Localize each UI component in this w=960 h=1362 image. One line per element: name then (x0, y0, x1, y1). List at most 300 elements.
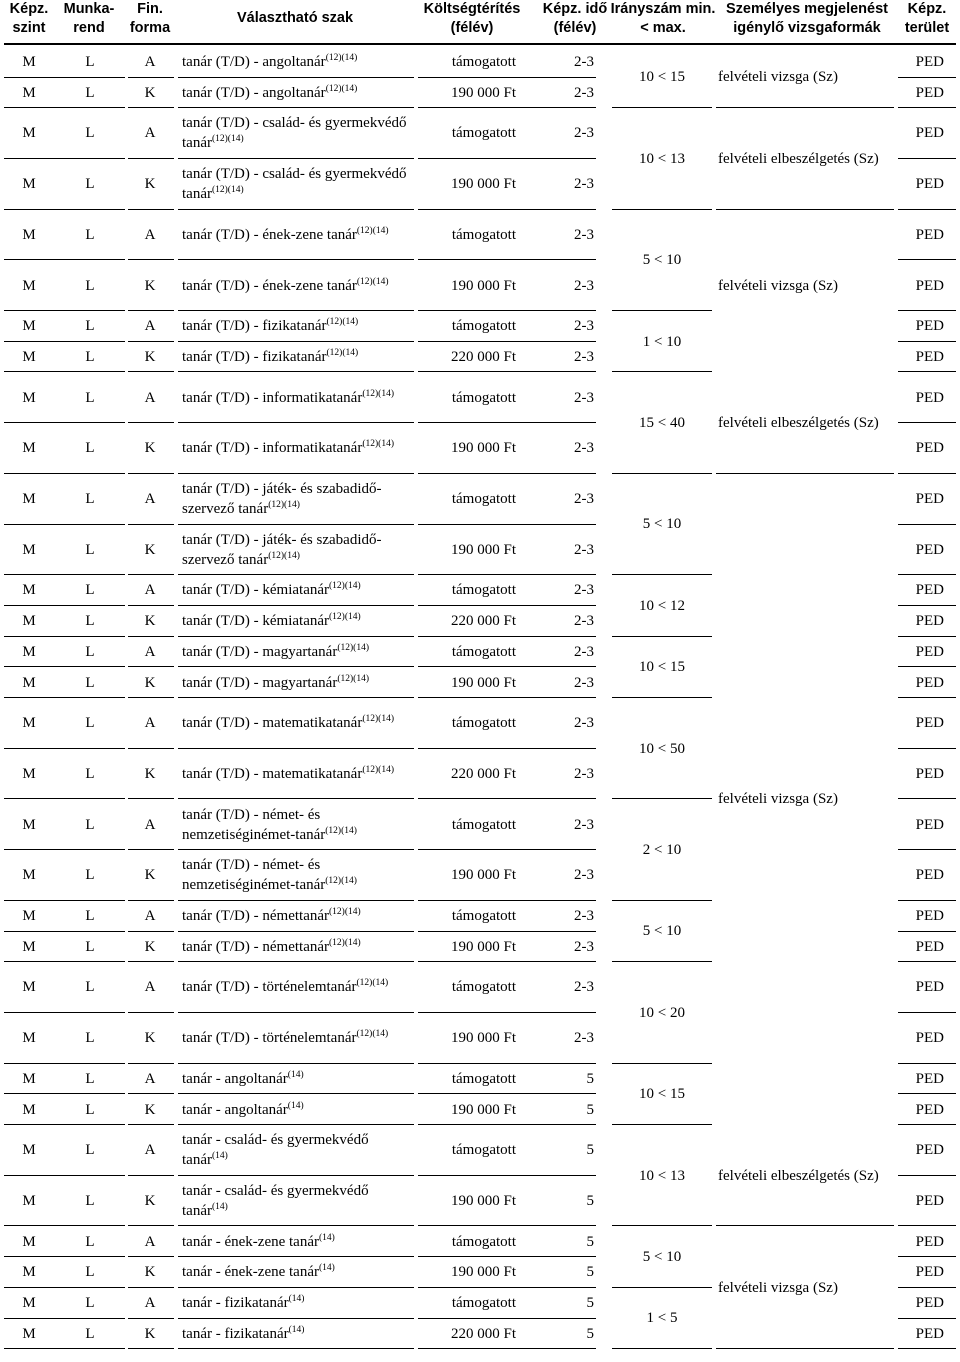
program-footnote: (12)(14) (337, 642, 369, 653)
row-financing: A (144, 491, 156, 507)
program-footnote: (12)(14) (211, 134, 244, 145)
row-area: PED (915, 765, 944, 782)
row-financing: K (144, 765, 156, 782)
row-area: PED (915, 1070, 944, 1087)
row-cost: támogatott (451, 1070, 516, 1087)
header-exams: Személyes megjelenést igénylő vizsgaformák (725, 1, 888, 36)
row-area: PED (915, 1101, 944, 1118)
row-cost: 220 000 Ft (450, 613, 516, 630)
row-cost: 190 000 Ft (450, 176, 516, 193)
row-level: M (22, 277, 36, 294)
row-financing: K (144, 1101, 156, 1118)
row-financing: A (144, 54, 156, 70)
row-duration: 5 (586, 1264, 594, 1281)
program-footnote: (12)(14) (337, 673, 369, 684)
row-work-schedule: L (85, 1295, 95, 1311)
row-work-schedule: L (85, 277, 95, 294)
row-financing: K (144, 613, 156, 630)
quota-range: 15 < 40 (639, 414, 685, 431)
row-duration: 2-3 (574, 938, 594, 955)
program-name: tanár - család- és gyermekvédő tanár (182, 1132, 369, 1169)
row-work-schedule: L (85, 979, 95, 996)
row-financing: A (144, 816, 156, 833)
row-level: M (22, 979, 36, 996)
exam-format: felvételi vizsga (Sz) (718, 277, 838, 294)
row-work-schedule: L (85, 674, 95, 691)
program-name: tanár (T/D) - ének-zene tanár (182, 277, 357, 294)
program-footnote: (14) (288, 1324, 305, 1335)
row-duration: 2-3 (574, 582, 594, 599)
row-duration: 2-3 (574, 389, 594, 406)
program-name: tanár (T/D) - család- és gyermekvédő tanár (182, 115, 407, 152)
row-program (182, 423, 414, 473)
row-financing: K (144, 1264, 156, 1281)
row-program (182, 1227, 414, 1257)
row-financing: A (144, 389, 156, 406)
row-program (182, 850, 414, 900)
program-name: tanár (T/D) - magyartanár (182, 674, 338, 691)
row-financing: A (144, 715, 156, 732)
program-footnote: (12)(14) (268, 550, 300, 561)
row-program (182, 1064, 414, 1094)
row-cost: 220 000 Ft (450, 1325, 516, 1342)
row-area: PED (915, 908, 944, 924)
row-level: M (22, 1325, 36, 1342)
program-footnote: (12)(14) (356, 276, 389, 287)
row-area: PED (915, 938, 944, 955)
row-duration: 2-3 (574, 816, 594, 833)
program-name: tanár (T/D) - család- és gyermekvédő tanár (182, 166, 407, 203)
program-footnote: (12)(14) (362, 388, 394, 399)
row-level: M (22, 491, 36, 507)
header-work-schedule: Munka-rend (63, 1, 115, 36)
row-area: PED (915, 715, 944, 732)
row-financing: A (144, 1070, 156, 1087)
row-cost: 190 000 Ft (450, 541, 516, 558)
row-work-schedule: L (85, 715, 95, 732)
row-level: M (22, 582, 36, 599)
row-work-schedule: L (85, 1264, 95, 1281)
program-name: tanár - fizikatanár (182, 1325, 289, 1342)
program-footnote: (12)(14) (362, 714, 394, 725)
row-work-schedule: L (85, 226, 95, 243)
row-level: M (22, 1030, 36, 1047)
row-level: M (22, 226, 36, 243)
row-duration: 2-3 (574, 715, 594, 732)
row-area: PED (915, 318, 944, 335)
program-footnote: (12)(14) (325, 825, 357, 836)
row-level: M (22, 84, 36, 101)
program-footnote: (14) (211, 1151, 228, 1162)
row-duration: 5 (586, 1070, 594, 1087)
row-cost: 190 000 Ft (450, 674, 516, 691)
row-cost: 190 000 Ft (450, 1192, 516, 1209)
row-financing: K (144, 867, 156, 884)
program-footnote: (12)(14) (329, 581, 361, 592)
row-area: PED (915, 643, 944, 660)
row-cost: 190 000 Ft (450, 867, 516, 884)
row-program (182, 525, 414, 575)
exam-format: felvételi elbeszélgetés (Sz) (718, 414, 879, 431)
row-area: PED (915, 176, 944, 193)
row-program (182, 1257, 414, 1287)
program-footnote: (14) (287, 1069, 304, 1080)
row-duration: 5 (586, 1233, 594, 1250)
program-footnote: (12)(14) (356, 978, 389, 989)
row-duration: 5 (586, 1142, 594, 1159)
row-duration: 2-3 (574, 541, 594, 558)
row-cost: támogatott (451, 491, 516, 507)
row-level: M (22, 125, 36, 142)
row-level: M (22, 1070, 36, 1087)
row-work-schedule: L (85, 491, 95, 507)
row-financing: A (144, 643, 156, 660)
row-work-schedule: L (85, 1070, 95, 1087)
row-program (182, 749, 414, 799)
row-area: PED (915, 674, 944, 691)
row-financing: K (144, 938, 156, 955)
quota-range: 5 < 10 (642, 1248, 682, 1265)
row-work-schedule: L (85, 643, 95, 660)
row-work-schedule: L (85, 1192, 95, 1209)
row-level: M (22, 867, 36, 884)
row-financing: A (144, 979, 156, 996)
row-program (182, 668, 414, 698)
row-work-schedule: L (85, 1233, 95, 1250)
row-cost: 220 000 Ft (450, 765, 516, 782)
row-work-schedule: L (85, 541, 95, 558)
row-duration: 2-3 (574, 54, 594, 70)
exam-format: felvételi vizsga (Sz) (718, 69, 838, 86)
row-duration: 2-3 (574, 125, 594, 142)
program-name: tanár (T/D) - némettanár (182, 938, 330, 955)
program-name: tanár - ének-zene tanár (182, 1233, 319, 1250)
row-financing: A (144, 908, 156, 924)
header-financing: Fin. forma (129, 1, 171, 36)
exam-format: felvételi elbeszélgetés (Sz) (718, 150, 879, 167)
row-level: M (22, 318, 36, 335)
row-duration: 2-3 (574, 613, 594, 630)
row-duration: 2-3 (574, 226, 594, 243)
quota-range: 10 < 13 (639, 1167, 685, 1184)
row-program (182, 159, 414, 209)
exam-divider (716, 107, 894, 108)
row-area: PED (915, 1295, 944, 1311)
row-area: PED (915, 1030, 944, 1047)
row-duration: 2-3 (574, 908, 594, 924)
row-work-schedule: L (85, 908, 95, 924)
row-program (182, 575, 414, 605)
row-work-schedule: L (85, 318, 95, 335)
row-area: PED (915, 440, 944, 457)
row-cost: támogatott (451, 643, 516, 660)
exam-divider (716, 1348, 894, 1349)
row-work-schedule: L (85, 1142, 95, 1159)
row-cost: támogatott (451, 1142, 516, 1159)
header-cost: Költségtérítés (félév) (423, 1, 521, 36)
program-footnote: (12)(14) (325, 53, 358, 63)
row-cost: támogatott (451, 318, 516, 335)
row-financing: K (144, 1325, 156, 1342)
row-level: M (22, 1192, 36, 1209)
quota-range: 10 < 15 (639, 1086, 685, 1103)
program-name: tanár (T/D) - játék- és szabadidő-szervező tanár (182, 531, 382, 568)
row-cost: támogatott (451, 582, 516, 599)
row-cost: 190 000 Ft (450, 84, 516, 101)
row-duration: 2-3 (574, 277, 594, 294)
row-duration: 2-3 (574, 440, 594, 457)
program-footnote: (14) (287, 1100, 304, 1111)
header-divider (4, 43, 956, 45)
row-level: M (22, 389, 36, 406)
row-work-schedule: L (85, 1101, 95, 1118)
row-work-schedule: L (85, 125, 95, 142)
row-area: PED (915, 348, 944, 365)
row-program (182, 474, 414, 524)
program-footnote: (12)(14) (326, 317, 359, 328)
row-cost: támogatott (451, 1295, 516, 1311)
header-program: Választható szak (236, 10, 354, 26)
row-area: PED (915, 541, 944, 558)
program-name: tanár (T/D) - német- és nemzetiséginémet-tanár (182, 857, 326, 894)
row-financing: A (144, 582, 156, 599)
row-program (182, 373, 414, 423)
row-program (182, 47, 414, 77)
program-footnote: (12)(14) (211, 185, 244, 196)
program-footnote: (12)(14) (362, 439, 394, 450)
row-area: PED (915, 613, 944, 630)
row-program (182, 962, 414, 1012)
row-program (182, 800, 414, 850)
program-footnote: (14) (288, 1294, 305, 1304)
exam-format: felvételi vizsga (Sz) (718, 1279, 838, 1296)
row-duration: 2-3 (574, 867, 594, 884)
row-duration: 2-3 (574, 765, 594, 782)
row-duration: 2-3 (574, 1030, 594, 1047)
quota-range: 10 < 50 (639, 740, 685, 757)
row-level: M (22, 715, 36, 732)
row-program (182, 1176, 414, 1226)
row-financing: K (144, 541, 156, 558)
row-financing: A (144, 1233, 156, 1250)
row-level: M (22, 674, 36, 691)
row-level: M (22, 816, 36, 833)
program-name: tanár (T/D) - némettanár (182, 908, 330, 924)
row-divider (178, 1348, 414, 1349)
row-financing: K (144, 674, 156, 691)
header-area: Képz. terület (904, 1, 950, 36)
row-work-schedule: L (85, 938, 95, 955)
program-name: tanár (T/D) - fizikatanár (182, 348, 327, 365)
row-cost: támogatott (451, 389, 516, 406)
row-area: PED (915, 582, 944, 599)
quota-range: 5 < 10 (642, 252, 682, 269)
quota-range: 10 < 12 (639, 597, 685, 614)
program-footnote: (12)(14) (329, 612, 361, 623)
row-area: PED (915, 1142, 944, 1159)
row-duration: 2-3 (574, 674, 594, 691)
row-area: PED (915, 867, 944, 884)
row-level: M (22, 54, 36, 70)
row-program (182, 1288, 414, 1318)
row-area: PED (915, 226, 944, 243)
row-divider (418, 1348, 596, 1349)
row-cost: 190 000 Ft (450, 277, 516, 294)
row-area: PED (915, 1264, 944, 1281)
row-financing: A (144, 318, 156, 335)
row-duration: 5 (586, 1192, 594, 1209)
row-divider (898, 1348, 956, 1349)
row-financing: K (144, 277, 156, 294)
row-level: M (22, 1142, 36, 1159)
row-area: PED (915, 491, 944, 507)
row-cost: támogatott (451, 908, 516, 924)
row-work-schedule: L (85, 389, 95, 406)
row-financing: K (144, 348, 156, 365)
row-program (182, 342, 414, 372)
quota-range: 10 < 13 (639, 150, 685, 167)
program-footnote: (12)(14) (362, 764, 394, 775)
row-program (182, 1013, 414, 1063)
program-footnote: (14) (211, 1201, 228, 1212)
program-name: tanár - család- és gyermekvédő tanár (182, 1182, 369, 1219)
program-footnote: (12)(14) (356, 1029, 389, 1040)
row-duration: 2-3 (574, 491, 594, 507)
row-program (182, 932, 414, 962)
exam-divider (716, 473, 894, 474)
row-divider (4, 1348, 125, 1349)
row-divider (128, 1348, 174, 1349)
program-name: tanár (T/D) - angoltanár (182, 84, 326, 101)
program-name: tanár (T/D) - történelemtanár (182, 979, 357, 996)
program-name: tanár (T/D) - német- és nemzetiséginémet-tanár (182, 806, 326, 843)
row-financing: A (144, 1295, 156, 1311)
quota-range: 2 < 10 (642, 841, 682, 858)
program-footnote: (12)(14) (325, 83, 358, 94)
row-cost: támogatott (451, 125, 516, 142)
row-program (182, 261, 414, 311)
row-duration: 5 (586, 1295, 594, 1311)
row-duration: 2-3 (574, 643, 594, 660)
row-level: M (22, 613, 36, 630)
row-program (182, 901, 414, 931)
row-duration: 2-3 (574, 84, 594, 101)
program-footnote: (14) (319, 1232, 335, 1243)
row-cost: támogatott (451, 979, 516, 996)
row-area: PED (915, 816, 944, 833)
quota-range: 5 < 10 (642, 923, 682, 940)
header-duration: Képz. idő (félév) (542, 1, 608, 36)
quota-range: 10 < 15 (639, 659, 685, 676)
row-level: M (22, 643, 36, 660)
quota-divider (612, 1348, 712, 1349)
header-level: Képz. szint (9, 1, 49, 36)
program-footnote: (12)(14) (329, 937, 361, 948)
quota-range: 10 < 15 (639, 69, 685, 86)
program-name: tanár (T/D) - matematikatanár (182, 765, 363, 782)
program-name: tanár (T/D) - matematikatanár (182, 715, 363, 732)
row-level: M (22, 440, 36, 457)
row-program (182, 1319, 414, 1349)
row-level: M (22, 765, 36, 782)
row-cost: 220 000 Ft (450, 348, 516, 365)
row-work-schedule: L (85, 54, 95, 70)
row-area: PED (915, 1192, 944, 1209)
row-duration: 2-3 (574, 176, 594, 193)
row-area: PED (915, 54, 944, 70)
program-footnote: (14) (319, 1263, 335, 1274)
row-cost: támogatott (451, 715, 516, 732)
program-footnote: (12)(14) (329, 907, 361, 917)
program-name: tanár - angoltanár (182, 1070, 288, 1087)
exam-format: felvételi vizsga (Sz) (718, 791, 838, 808)
row-level: M (22, 176, 36, 193)
row-area: PED (915, 1233, 944, 1250)
program-name: tanár (T/D) - játék- és szabadidő-szervező tanár (182, 481, 382, 517)
program-name: tanár (T/D) - történelemtanár (182, 1030, 357, 1047)
row-cost: támogatott (451, 226, 516, 243)
header-quota: Irányszám min. < max. (610, 1, 716, 36)
program-footnote: (12)(14) (325, 876, 357, 887)
program-name: tanár (T/D) - kémiatanár (182, 613, 330, 630)
row-program (182, 606, 414, 636)
row-financing: A (144, 1142, 156, 1159)
row-cost: támogatott (451, 816, 516, 833)
quota-range: 1 < 10 (642, 333, 682, 350)
row-cost: 190 000 Ft (450, 1101, 516, 1118)
row-financing: A (144, 226, 156, 243)
quota-range: 10 < 20 (639, 1004, 685, 1021)
row-level: M (22, 908, 36, 924)
row-cost: támogatott (451, 54, 516, 70)
row-work-schedule: L (85, 348, 95, 365)
quota-range: 5 < 10 (642, 516, 682, 533)
exam-format: felvételi elbeszélgetés (Sz) (718, 1167, 879, 1184)
row-duration: 2-3 (574, 979, 594, 996)
program-name: tanár (T/D) - informatikatanár (182, 389, 363, 406)
row-financing: K (144, 84, 156, 101)
row-program (182, 210, 414, 260)
program-name: tanár (T/D) - informatikatanár (182, 440, 363, 457)
row-financing: K (144, 1192, 156, 1209)
program-name: tanár (T/D) - ének-zene tanár (182, 226, 357, 243)
row-duration: 5 (586, 1101, 594, 1118)
row-cost: 190 000 Ft (450, 1030, 516, 1047)
exam-divider (716, 209, 894, 210)
row-program (182, 78, 414, 108)
row-work-schedule: L (85, 765, 95, 782)
exam-divider (716, 1225, 894, 1226)
row-work-schedule: L (85, 1325, 95, 1342)
row-financing: K (144, 176, 156, 193)
row-work-schedule: L (85, 613, 95, 630)
row-area: PED (915, 125, 944, 142)
row-area: PED (915, 979, 944, 996)
row-area: PED (915, 84, 944, 101)
row-level: M (22, 938, 36, 955)
program-name: tanár - angoltanár (182, 1101, 288, 1118)
row-cost: támogatott (451, 1233, 516, 1250)
row-financing: K (144, 440, 156, 457)
row-work-schedule: L (85, 582, 95, 599)
row-program (182, 108, 414, 158)
program-name: tanár - ének-zene tanár (182, 1264, 319, 1281)
row-level: M (22, 541, 36, 558)
row-work-schedule: L (85, 1030, 95, 1047)
row-level: M (22, 1101, 36, 1118)
row-cost: 190 000 Ft (450, 1264, 516, 1281)
row-duration: 2-3 (574, 348, 594, 365)
